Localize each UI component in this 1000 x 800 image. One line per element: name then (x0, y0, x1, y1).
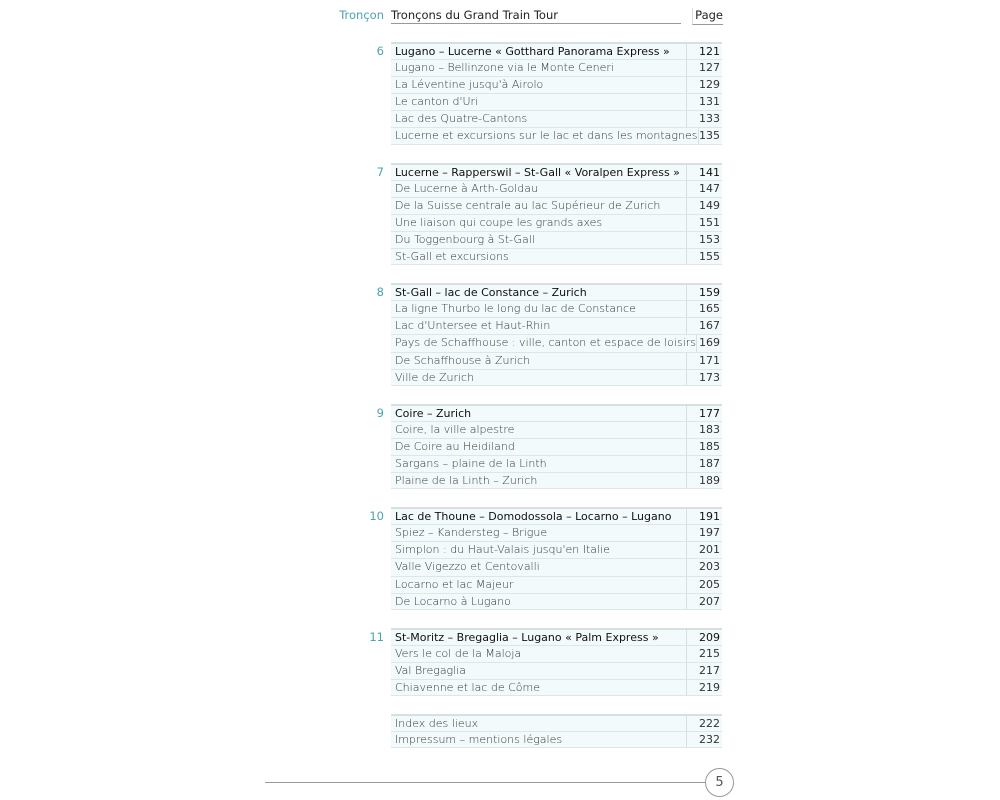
entry-page: 201 (686, 542, 722, 558)
toc-section (330, 404, 722, 489)
toc-row[interactable] (391, 163, 722, 180)
entry-page: 169 (696, 335, 722, 351)
entry-page: 155 (686, 249, 722, 264)
toc-section (330, 628, 722, 696)
entry-page: 129 (686, 77, 722, 93)
entry-title: Locarno et lac Majeur (395, 577, 514, 591)
entry-page: 189 (686, 473, 722, 488)
entry-page: 147 (686, 181, 722, 197)
entry-title: De Schaffhouse à Zurich (395, 353, 531, 367)
toc-row[interactable] (391, 283, 722, 300)
toc-row[interactable] (391, 127, 722, 144)
entry-page: 232 (686, 732, 722, 747)
entry-page: 135 (699, 129, 720, 143)
toc-row[interactable] (391, 334, 722, 351)
entry-page: 185 (686, 439, 722, 455)
entry-title: Sargans – plaine de la Linth (395, 456, 547, 470)
entry-title: Lucerne – Rapperswil – St-Gall « Voralpen Express » (395, 165, 680, 179)
toc-row[interactable] (391, 662, 722, 679)
section-number: 11 (369, 629, 384, 644)
entry-title: De la Suisse centrale au lac Supérieur de Zurich (395, 198, 661, 212)
toc-row[interactable] (391, 404, 722, 421)
toc-row[interactable] (391, 231, 722, 248)
page-number: 5 (705, 768, 734, 797)
toc-row[interactable] (391, 541, 722, 558)
toc-row[interactable] (391, 576, 722, 593)
toc-row[interactable] (391, 714, 722, 731)
toc-row[interactable] (391, 317, 722, 334)
entry-page: 173 (686, 370, 722, 385)
entry-title: Lac d'Untersee et Haut-Rhin (395, 319, 551, 333)
entry-page: 187 (686, 456, 722, 472)
section-number: 8 (376, 285, 384, 300)
page-column-label: Page (692, 8, 723, 25)
entry-title: Lugano – Lucerne « Gotthard Panorama Express » (395, 45, 670, 58)
entry-title: Ville de Zurich (395, 370, 475, 384)
entry-title: Lac de Thoune – Domodossola – Locarno – Lugano (395, 510, 672, 524)
toc-row[interactable] (391, 300, 722, 317)
entry-title: De Locarno à Lugano (395, 594, 511, 608)
entry-page: 197 (686, 525, 722, 541)
toc-row[interactable] (391, 472, 722, 489)
table-of-contents (330, 42, 722, 766)
entry-title: Val Bregaglia (395, 663, 467, 677)
entry-title: Impressum – mentions légales (395, 733, 563, 747)
entry-title: Lac des Quatre-Cantons (395, 112, 528, 126)
toc-row[interactable] (391, 558, 722, 575)
toc-section (330, 283, 722, 386)
entry-page: 217 (686, 663, 722, 679)
entry-page: 141 (686, 165, 722, 180)
entry-page: 191 (686, 509, 722, 524)
entry-page: 207 (686, 594, 722, 609)
section-number: 7 (376, 164, 384, 179)
toc-row[interactable] (391, 352, 722, 369)
toc-row[interactable] (391, 421, 722, 438)
toc-row[interactable] (391, 628, 722, 645)
toc-row[interactable] (391, 93, 722, 110)
entry-page: 183 (686, 422, 722, 438)
toc-row[interactable] (391, 248, 722, 265)
toc-row[interactable] (391, 679, 722, 696)
entry-title: Plaine de la Linth – Zurich (395, 474, 538, 488)
entry-title: Lucerne et excursions sur le lac et dans les montagnes (395, 129, 698, 143)
toc-header (330, 6, 722, 24)
entry-page: 222 (686, 716, 722, 731)
toc-section (330, 507, 722, 610)
toc-row[interactable] (391, 455, 722, 472)
title-column-label: Tronçons du Grand Train Tour (391, 8, 681, 24)
section-number: 9 (376, 405, 384, 420)
entry-title: Lugano – Bellinzone via le Monte Ceneri (395, 61, 614, 75)
entry-page: 209 (686, 630, 722, 645)
entry-page: 167 (686, 318, 722, 334)
entry-page: 205 (686, 577, 722, 593)
section-column-label: Tronçon (339, 8, 384, 22)
toc-row[interactable] (391, 59, 722, 76)
toc-row[interactable] (391, 731, 722, 748)
entry-title: Le canton d'Uri (395, 95, 479, 109)
toc-row[interactable] (391, 42, 722, 59)
toc-row[interactable] (391, 110, 722, 127)
entry-page: 149 (686, 198, 722, 214)
toc-section (330, 42, 722, 145)
toc-row[interactable] (391, 593, 722, 610)
entry-page: 215 (686, 646, 722, 662)
entry-title: Du Toggenbourg à St-Gall (395, 232, 535, 246)
entry-page: 219 (686, 680, 722, 695)
toc-row[interactable] (391, 76, 722, 93)
entry-page: 171 (686, 353, 722, 369)
entry-title: St-Gall – lac de Constance – Zurich (395, 286, 587, 300)
toc-section (330, 163, 722, 266)
entry-title: La ligne Thurbo le long du lac de Constance (395, 302, 636, 316)
entry-page: 127 (686, 60, 722, 76)
entry-page: 165 (686, 301, 722, 317)
entry-title: Valle Vigezzo et Centovalli (395, 560, 540, 574)
entry-title: Une liaison qui coupe les grands axes (395, 215, 603, 229)
footer-rule (265, 782, 705, 783)
toc-row[interactable] (391, 524, 722, 541)
entry-title: Coire – Zurich (395, 406, 472, 420)
section-number: 10 (369, 509, 384, 524)
entry-page: 203 (686, 559, 722, 575)
entry-page: 121 (686, 44, 722, 59)
entry-page: 177 (686, 406, 722, 421)
entry-page: 151 (686, 215, 722, 231)
entry-page: 131 (686, 94, 722, 110)
entry-page: 159 (686, 285, 722, 300)
entry-title: St-Moritz – Bregaglia – Lugano « Palm Express » (395, 630, 659, 644)
entry-title: Pays de Schaffhouse : ville, canton et espace de loisirs (395, 336, 697, 350)
toc-row[interactable] (391, 369, 722, 386)
entry-title: Chiavenne et lac de Côme (395, 681, 540, 694)
entry-page: 133 (686, 111, 722, 127)
toc-row[interactable] (391, 645, 722, 662)
entry-title: De Coire au Heidiland (395, 439, 515, 453)
toc-row[interactable] (391, 438, 722, 455)
section-number: 6 (376, 44, 384, 58)
entry-title: Vers le col de la Maloja (395, 646, 522, 660)
toc-section (330, 714, 722, 748)
entry-page: 153 (686, 232, 722, 248)
entry-title: Simplon : du Haut-Valais jusqu'en Italie (395, 543, 610, 557)
entry-title: Coire, la ville alpestre (395, 422, 515, 436)
entry-title: St-Gall et excursions (395, 250, 509, 264)
toc-row[interactable] (391, 214, 722, 231)
toc-row[interactable] (391, 180, 722, 197)
entry-title: Index des lieux (395, 717, 479, 731)
entry-title: Spiez – Kandersteg – Brigue (395, 526, 548, 540)
entry-title: La Léventine jusqu'à Airolo (395, 78, 544, 92)
entry-title: De Lucerne à Arth-Goldau (395, 181, 538, 195)
toc-row[interactable] (391, 197, 722, 214)
toc-row[interactable] (391, 507, 722, 524)
